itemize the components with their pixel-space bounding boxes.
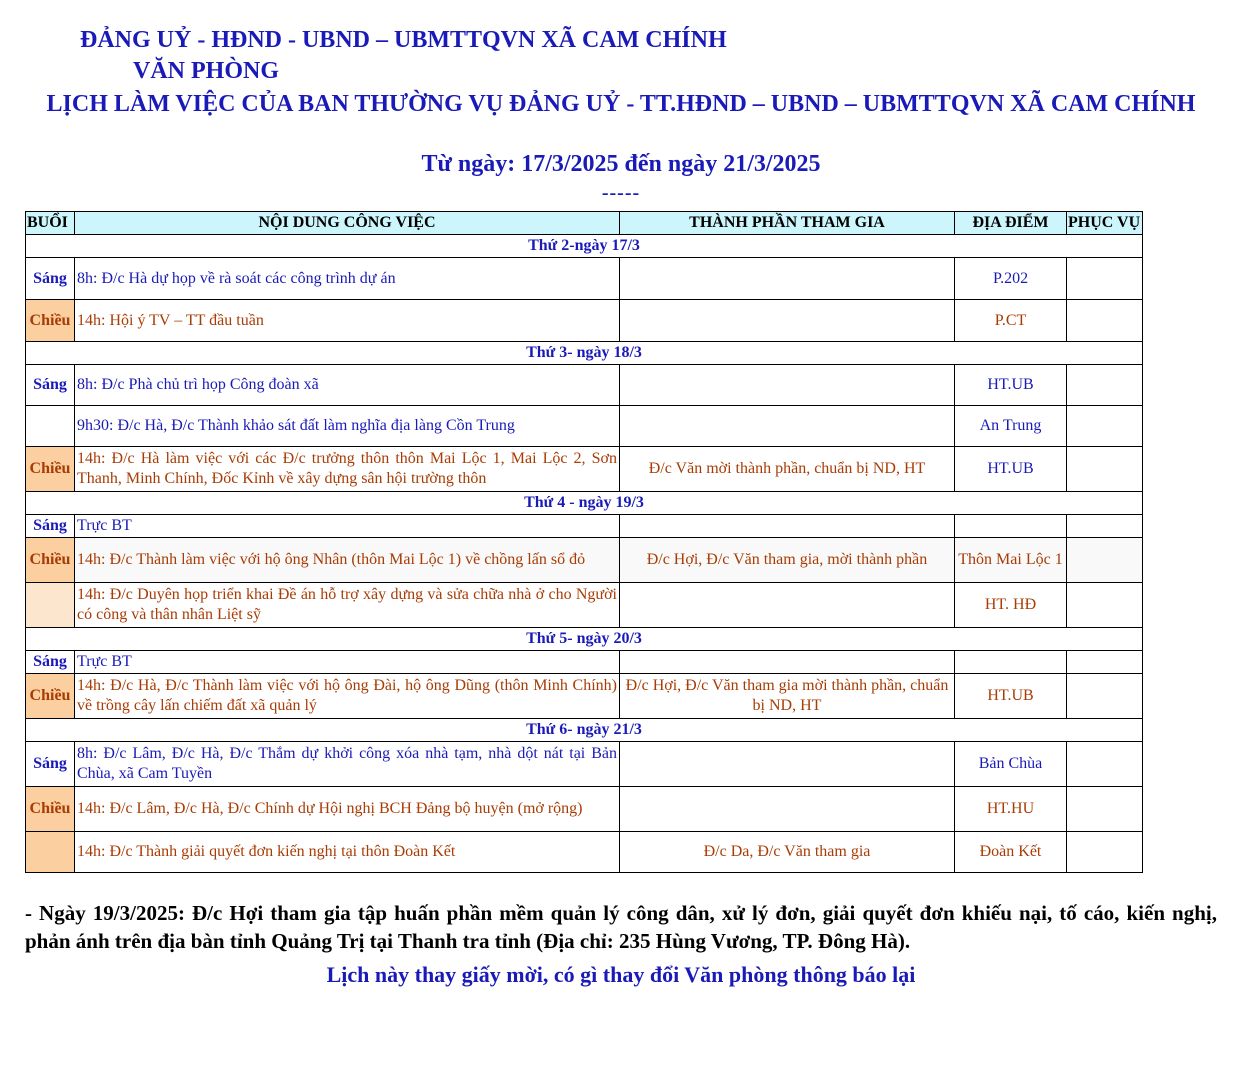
service-cell [1067, 258, 1143, 300]
day-header-row [26, 342, 1143, 365]
service-cell [1067, 538, 1143, 583]
column-header-participants: THÀNH PHẦN THAM GIA [620, 212, 955, 235]
day-header-row [26, 719, 1143, 742]
table-header-row [26, 212, 1143, 235]
content-cell: 14h: Đ/c Lâm, Đ/c Hà, Đ/c Chính dự Hội nghị BCH Đảng bộ huyện (mở rộng) [75, 787, 620, 832]
content-cell: 8h: Đ/c Lâm, Đ/c Hà, Đ/c Thắm dự khởi công xóa nhà tạm, nhà dột nát tại Bản Chùa, xã Cam Tuyền [75, 742, 620, 787]
service-cell [1067, 742, 1143, 787]
location-cell: Đoàn Kết [955, 832, 1067, 873]
table-row [26, 365, 1143, 406]
session-cell: Sáng [26, 651, 75, 674]
column-header-session: BUỔI [26, 212, 75, 235]
participants-cell: Đ/c Hợi, Đ/c Văn tham gia mời thành phần, chuẩn bị ND, HT [620, 674, 955, 719]
session-cell: Chiều [26, 538, 75, 583]
column-header-service: PHỤC VỤ [1067, 212, 1143, 235]
session-cell: Chiều [26, 787, 75, 832]
session-cell [26, 832, 75, 873]
location-cell: HT. HĐ [955, 583, 1067, 628]
day-label: Thứ 5- ngày 20/3 [26, 628, 1143, 651]
session-cell: Chiều [26, 300, 75, 342]
service-cell [1067, 651, 1143, 674]
content-cell: 14h: Đ/c Hà, Đ/c Thành làm việc với hộ ông Đài, hộ ông Dũng (thôn Minh Chính) về trồng cây lấn chiếm đất xã quản lý [75, 674, 620, 719]
content-cell: 14h: Đ/c Hà làm việc với các Đ/c trưởng thôn thôn Mai Lộc 1, Mai Lộc 2, Sơn Thanh, Minh Chính, Đốc Kỉnh về xây dựng sân hội trường thôn [75, 447, 620, 492]
service-cell [1067, 365, 1143, 406]
table-row [26, 538, 1143, 583]
content-cell: 9h30: Đ/c Hà, Đ/c Thành khảo sát đất làm nghĩa địa làng Cồn Trung [75, 406, 620, 447]
service-cell [1067, 583, 1143, 628]
session-cell: Sáng [26, 258, 75, 300]
day-label: Thứ 3- ngày 18/3 [26, 342, 1143, 365]
table-row [26, 787, 1143, 832]
participants-cell [620, 406, 955, 447]
participants-cell [620, 515, 955, 538]
day-header-row [26, 492, 1143, 515]
day-label: Thứ 6- ngày 21/3 [26, 719, 1143, 742]
location-cell: HT.UB [955, 447, 1067, 492]
table-row [26, 447, 1143, 492]
participants-cell: Đ/c Da, Đ/c Văn tham gia [620, 832, 955, 873]
table-row [26, 583, 1143, 628]
participants-cell [620, 787, 955, 832]
service-cell [1067, 674, 1143, 719]
location-cell: P.CT [955, 300, 1067, 342]
session-cell: Chiều [26, 674, 75, 719]
participants-cell [620, 651, 955, 674]
location-cell: Bản Chùa [955, 742, 1067, 787]
participants-cell [620, 583, 955, 628]
location-cell: Thôn Mai Lộc 1 [955, 538, 1067, 583]
participants-cell [620, 300, 955, 342]
office-heading: VĂN PHÒNG [133, 58, 279, 84]
content-cell: 14h: Hội ý TV – TT đầu tuần [75, 300, 620, 342]
session-cell: Chiều [26, 447, 75, 492]
participants-cell [620, 258, 955, 300]
location-cell: HT.UB [955, 674, 1067, 719]
content-cell: 8h: Đ/c Hà dự họp về rà soát các công trình dự án [75, 258, 620, 300]
footnote: - Ngày 19/3/2025: Đ/c Hợi tham gia tập huấn phần mềm quản lý công dân, xử lý đơn, giải quyết đơn khiếu nại, tố cáo, kiến nghị, phản ánh trên địa bàn tỉnh Quảng Trị tại Thanh tra tỉnh (Địa chỉ: 235 Hùng Vương, TP. Đông Hà). [25, 901, 1217, 953]
day-header-row [26, 235, 1143, 258]
table-row [26, 832, 1143, 873]
organization-heading: ĐẢNG UỶ - HĐND - UBND – UBMTTQVN XÃ CAM CHÍNH [80, 27, 727, 53]
session-cell: Sáng [26, 515, 75, 538]
table-row [26, 742, 1143, 787]
content-cell: 14h: Đ/c Thành làm việc với hộ ông Nhân (thôn Mai Lộc 1) về chồng lấn sổ đỏ [75, 538, 620, 583]
participants-cell [620, 365, 955, 406]
table-row [26, 258, 1143, 300]
session-cell [26, 406, 75, 447]
day-label: Thứ 4 - ngày 19/3 [26, 492, 1143, 515]
table-row [26, 515, 1143, 538]
participants-cell: Đ/c Hợi, Đ/c Văn tham gia, mời thành phần [620, 538, 955, 583]
location-cell [955, 651, 1067, 674]
participants-cell [620, 742, 955, 787]
day-label: Thứ 2-ngày 17/3 [26, 235, 1143, 258]
date-range: Từ ngày: 17/3/2025 đến ngày 21/3/2025 [421, 151, 821, 177]
participants-cell: Đ/c Văn mời thành phần, chuẩn bị ND, HT [620, 447, 955, 492]
schedule-title: LỊCH LÀM VIỆC CỦA BAN THƯỜNG VỤ ĐẢNG UỶ - TT.HĐND – UBND – UBMTTQVN XÃ CAM CHÍNH [46, 91, 1196, 117]
location-cell: P.202 [955, 258, 1067, 300]
service-cell [1067, 447, 1143, 492]
session-cell: Sáng [26, 365, 75, 406]
location-cell: HT.UB [955, 365, 1067, 406]
day-header-row [26, 628, 1143, 651]
content-cell: Trực BT [75, 651, 620, 674]
title-divider: ----- [601, 182, 641, 204]
service-cell [1067, 406, 1143, 447]
service-cell [1067, 300, 1143, 342]
column-header-content: NỘI DUNG CÔNG VIỆC [75, 212, 620, 235]
session-cell [26, 583, 75, 628]
table-row [26, 674, 1143, 719]
location-cell [955, 515, 1067, 538]
location-cell: HT.HU [955, 787, 1067, 832]
location-cell: An Trung [955, 406, 1067, 447]
table-row [26, 651, 1143, 674]
schedule-table [25, 211, 1143, 873]
content-cell: Trực BT [75, 515, 620, 538]
table-row [26, 300, 1143, 342]
content-cell: 14h: Đ/c Duyên họp triển khai Đề án hỗ trợ xây dựng và sửa chữa nhà ở cho Người có công và thân nhân Liệt sỹ [75, 583, 620, 628]
closing-note: Lịch này thay giấy mời, có gì thay đổi Văn phòng thông báo lại [326, 962, 916, 987]
table-row [26, 406, 1143, 447]
service-cell [1067, 832, 1143, 873]
column-header-location: ĐỊA ĐIỂM [955, 212, 1067, 235]
service-cell [1067, 515, 1143, 538]
service-cell [1067, 787, 1143, 832]
content-cell: 8h: Đ/c Phà chủ trì họp Công đoàn xã [75, 365, 620, 406]
session-cell: Sáng [26, 742, 75, 787]
content-cell: 14h: Đ/c Thành giải quyết đơn kiến nghị tại thôn Đoàn Kết [75, 832, 620, 873]
